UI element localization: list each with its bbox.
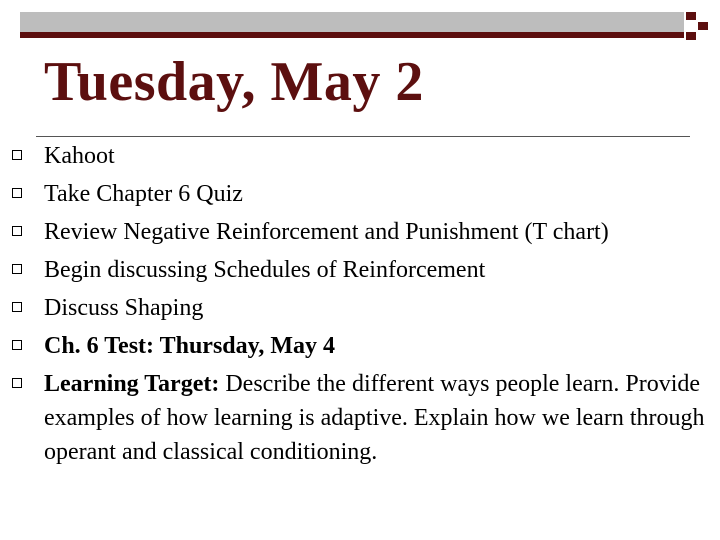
learning-target-label: Learning Target:	[44, 371, 220, 397]
corner-square	[698, 12, 708, 20]
corner-square	[698, 32, 708, 40]
list-item-text: Kahoot	[44, 143, 115, 169]
list-item	[0, 291, 720, 325]
list-item-text: Take Chapter 6 Quiz	[44, 181, 243, 207]
top-decorative-band	[20, 12, 684, 38]
list-item	[0, 139, 720, 173]
hollow-square-icon	[12, 264, 22, 274]
corner-square	[698, 22, 708, 30]
list-item-text: Discuss Shaping	[44, 295, 204, 321]
list-item	[0, 177, 720, 211]
corner-square	[686, 22, 696, 30]
list-item-text: Review Negative Reinforcement and Punishment (T chart)	[44, 219, 609, 245]
hollow-square-icon	[12, 150, 22, 160]
learning-target-item	[0, 367, 720, 469]
hollow-square-icon	[12, 302, 22, 312]
corner-checker-decoration	[686, 12, 708, 40]
learning-target-text: Describe the different ways people learn. Provide examples of how learning is adaptive. Explain how we learn through operant and classical conditioning.	[44, 371, 705, 465]
hollow-square-icon	[12, 226, 22, 236]
list-item	[0, 215, 720, 249]
corner-square	[686, 12, 696, 20]
hollow-square-icon	[12, 188, 22, 198]
corner-square	[686, 32, 696, 40]
slide-title: Tuesday, May 2	[44, 51, 424, 113]
title-divider	[36, 136, 690, 137]
list-item-text: Ch. 6 Test: Thursday, May 4	[44, 333, 335, 359]
hollow-square-icon	[12, 340, 22, 350]
hollow-square-icon	[12, 378, 22, 388]
list-item-text: Begin discussing Schedules of Reinforcement	[44, 257, 486, 283]
list-item	[0, 253, 720, 287]
test-date-item	[0, 329, 720, 363]
bullet-list	[0, 139, 720, 473]
